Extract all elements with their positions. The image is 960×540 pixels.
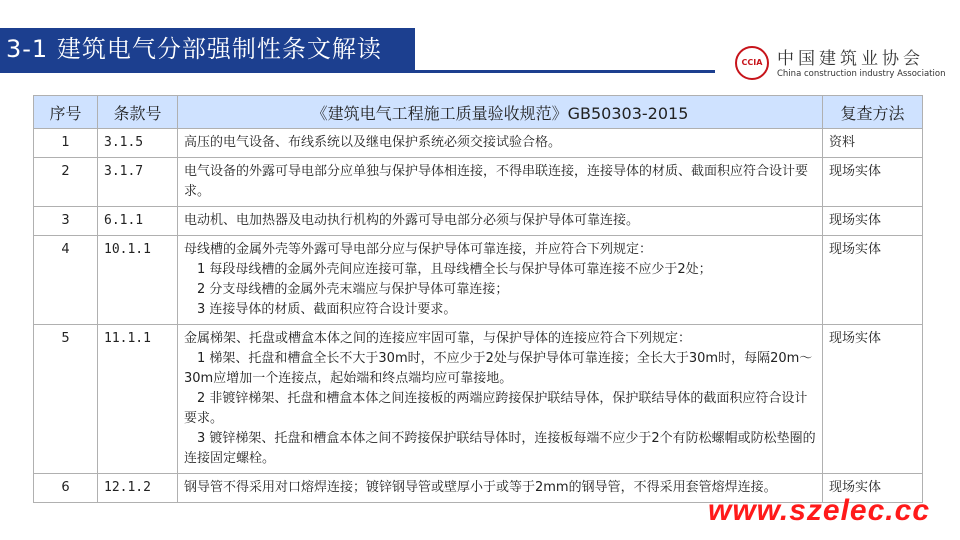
clause-content-line: 高压的电气设备、布线系统以及继电保护系统必须交接试验合格。 xyxy=(184,135,562,150)
table-row xyxy=(34,236,923,325)
ccia-logo xyxy=(735,42,955,86)
clause-number: 12.1.2 xyxy=(98,474,178,503)
clause-content-line: 3 镀锌梯架、托盘和槽盒本体之间不跨接保护联结导体时，连接板每端不应少于2个有防松螺帽或防松垫圈的连接固定螺栓。 xyxy=(184,431,816,466)
clause-content-line: 金属梯架、托盘或槽盒本体之间的连接应牢固可靠，与保护导体的连接应符合下列规定： xyxy=(184,331,692,346)
clause-content xyxy=(178,236,823,325)
clause-content-line: 3 连接导体的材质、截面积应符合设计要求。 xyxy=(184,302,457,317)
table-row xyxy=(34,158,923,207)
row-number: 3 xyxy=(34,207,98,236)
row-number: 5 xyxy=(34,325,98,474)
review-method: 现场实体 xyxy=(823,236,923,325)
logo-name-cn: 中国建筑业协会 xyxy=(777,49,924,69)
clause-content-line: 钢导管不得采用对口熔焊连接；镀锌钢导管或壁厚小于或等于2mm的钢导管，不得采用套管熔焊连接。 xyxy=(184,480,777,495)
table-row xyxy=(34,325,923,474)
table-row xyxy=(34,207,923,236)
clause-number: 6.1.1 xyxy=(98,207,178,236)
clause-content xyxy=(178,129,823,158)
regulation-table xyxy=(33,95,923,503)
header-clause: 条款号 xyxy=(98,96,178,129)
review-method: 现场实体 xyxy=(823,325,923,474)
clause-content-line: 2 分支母线槽的金属外壳末端应与保护导体可靠连接； xyxy=(184,282,509,297)
clause-number: 11.1.1 xyxy=(98,325,178,474)
clause-content-line: 2 非镀锌梯架、托盘和槽盒本体之间连接板的两端应跨接保护联结导体，保护联结导体的截面积应符合设计要求。 xyxy=(184,391,808,426)
clause-number: 3.1.5 xyxy=(98,129,178,158)
row-number: 4 xyxy=(34,236,98,325)
title-underline xyxy=(0,70,715,73)
row-number: 6 xyxy=(34,474,98,503)
table-row xyxy=(34,129,923,158)
clause-content xyxy=(178,207,823,236)
logo-name-en: China construction industry Association xyxy=(777,69,946,79)
clause-content-line: 电动机、电加热器及电动执行机构的外露可导电部分必须与保护导体可靠连接。 xyxy=(184,213,640,228)
table-header-row xyxy=(34,96,923,129)
clause-number: 3.1.7 xyxy=(98,158,178,207)
header-content: 《建筑电气工程施工质量验收规范》GB50303-2015 xyxy=(178,96,823,129)
clause-content-line: 1 每段母线槽的金属外壳间应连接可靠，且母线槽全长与保护导体可靠连接不应少于2处； xyxy=(184,262,712,277)
clause-content-line: 1 梯架、托盘和槽盒全长不大于30m时，不应少于2处与保护导体可靠连接；全长大于30m时，每隔20m～30m应增加一个连接点，起始端和终点端均应可靠接地。 xyxy=(184,351,813,386)
site-watermark: www.szelec.cc xyxy=(708,494,931,527)
row-number: 1 xyxy=(34,129,98,158)
clause-content xyxy=(178,158,823,207)
review-method: 现场实体 xyxy=(823,158,923,207)
clause-content-line: 电气设备的外露可导电部分应单独与保护导体相连接，不得串联连接，连接导体的材质、截面积应符合设计要求。 xyxy=(184,164,809,199)
header-no: 序号 xyxy=(34,96,98,129)
clause-content xyxy=(178,325,823,474)
clause-content-line: 母线槽的金属外壳等外露可导电部分应与保护导体可靠连接，并应符合下列规定： xyxy=(184,242,653,257)
ccia-emblem-icon: CCIA xyxy=(735,46,769,80)
review-method: 资料 xyxy=(823,129,923,158)
header-method: 复查方法 xyxy=(823,96,923,129)
clause-number: 10.1.1 xyxy=(98,236,178,325)
review-method: 现场实体 xyxy=(823,474,923,503)
review-method: 现场实体 xyxy=(823,207,923,236)
row-number: 2 xyxy=(34,158,98,207)
page-title: 3-1 建筑电气分部强制性条文解读 xyxy=(0,28,415,70)
